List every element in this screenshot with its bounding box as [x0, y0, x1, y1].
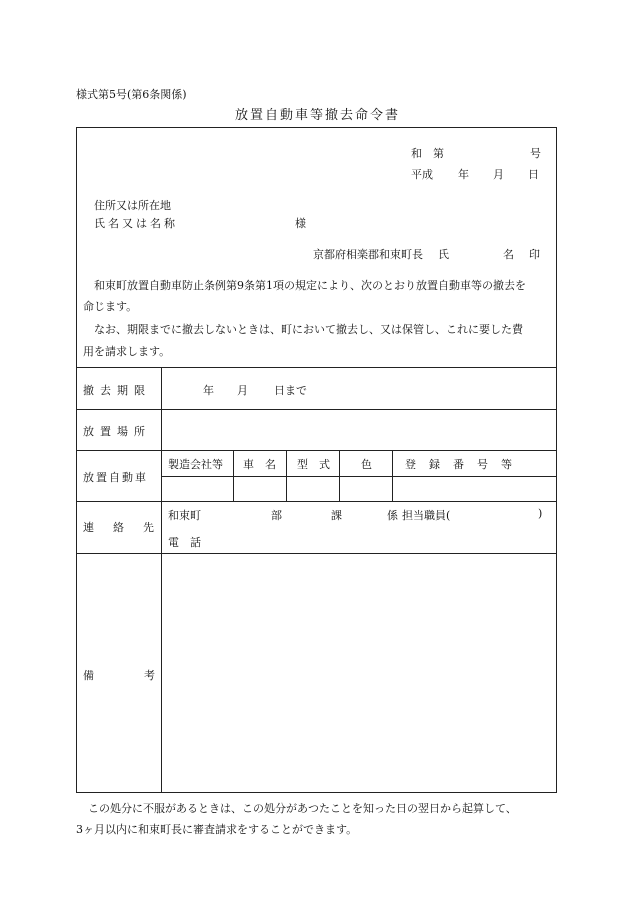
form-number: 様式第5号(第6条関係): [76, 88, 187, 101]
header-dai: 第: [433, 147, 444, 160]
remarks-label-2: 考: [144, 669, 155, 682]
table-label-divider: [161, 367, 162, 793]
vehicle-col-model: 型 式: [297, 458, 330, 471]
vehicle-col-divider: [286, 450, 287, 501]
contact-staff-close: ): [538, 507, 543, 520]
header-go: 号: [530, 147, 541, 160]
vehicle-col-divider: [233, 450, 234, 501]
body-para1-line2: 命じます。: [83, 300, 138, 313]
table-line: [76, 501, 557, 502]
issuer-shi: 氏: [438, 248, 449, 261]
vehicle-col-registration: 登 録 番 号 等: [405, 458, 513, 471]
contact-label: 連 絡 先: [83, 521, 158, 534]
footer-line1: この処分に不服があるときは、この処分があつたことを知った日の翌日から起算して、: [88, 802, 517, 815]
vehicle-col-divider: [392, 450, 393, 501]
contact-phone: 電 話: [168, 536, 201, 549]
header-tsuki: 月: [493, 168, 504, 181]
sama-label: 様: [295, 217, 306, 230]
deadline-tsuki: 月: [237, 384, 248, 397]
header-hi: 日: [528, 168, 539, 181]
table-line: [162, 476, 557, 477]
vehicle-col-color: 色: [361, 458, 372, 471]
contact-town: 和束町: [168, 509, 201, 522]
issuer-title: 京都府相楽郡和束町長: [313, 248, 423, 261]
table-line: [76, 553, 557, 554]
header-heisei: 平成: [411, 168, 433, 181]
contact-staff: 担当職員(: [402, 509, 451, 522]
header-nen: 年: [458, 168, 469, 181]
deadline-label: 撤去期限: [83, 384, 151, 397]
name-label: 氏名又は名称: [94, 217, 178, 230]
table-line: [76, 367, 557, 368]
vehicle-col-name: 車 名: [243, 458, 276, 471]
deadline-nen: 年: [203, 384, 214, 397]
header-wa: 和: [411, 147, 422, 160]
issuer-in: 印: [529, 248, 540, 261]
address-label: 住所又は所在地: [94, 199, 171, 212]
table-line: [76, 409, 557, 410]
location-label: 放置場所: [83, 425, 151, 438]
document-title: 放置自動車等撤去命令書: [235, 108, 401, 123]
contact-ka: 課: [331, 509, 342, 522]
deadline-hi-made: 日まで: [274, 384, 307, 397]
vehicle-label: 放置自動車: [83, 471, 148, 484]
body-para1-line1: 和束町放置自動車防止条例第9条第1項の規定により、次のとおり放置自動車等の撤去を: [94, 279, 526, 292]
remarks-label-1: 備: [83, 669, 94, 682]
vehicle-col-divider: [339, 450, 340, 501]
footer-line2: 3ヶ月以内に和束町長に審査請求をすることができます。: [76, 823, 358, 836]
contact-bu: 部: [271, 509, 282, 522]
contact-kakari: 係: [387, 509, 398, 522]
issuer-mei: 名: [503, 248, 514, 261]
table-line: [76, 450, 557, 451]
body-para2-line2: 用を請求します。: [83, 345, 171, 358]
vehicle-col-maker: 製造会社等: [168, 458, 223, 471]
body-para2-line1: なお、期限までに撤去しないときは、町において撤去し、又は保管し、これに要した費: [94, 323, 523, 336]
